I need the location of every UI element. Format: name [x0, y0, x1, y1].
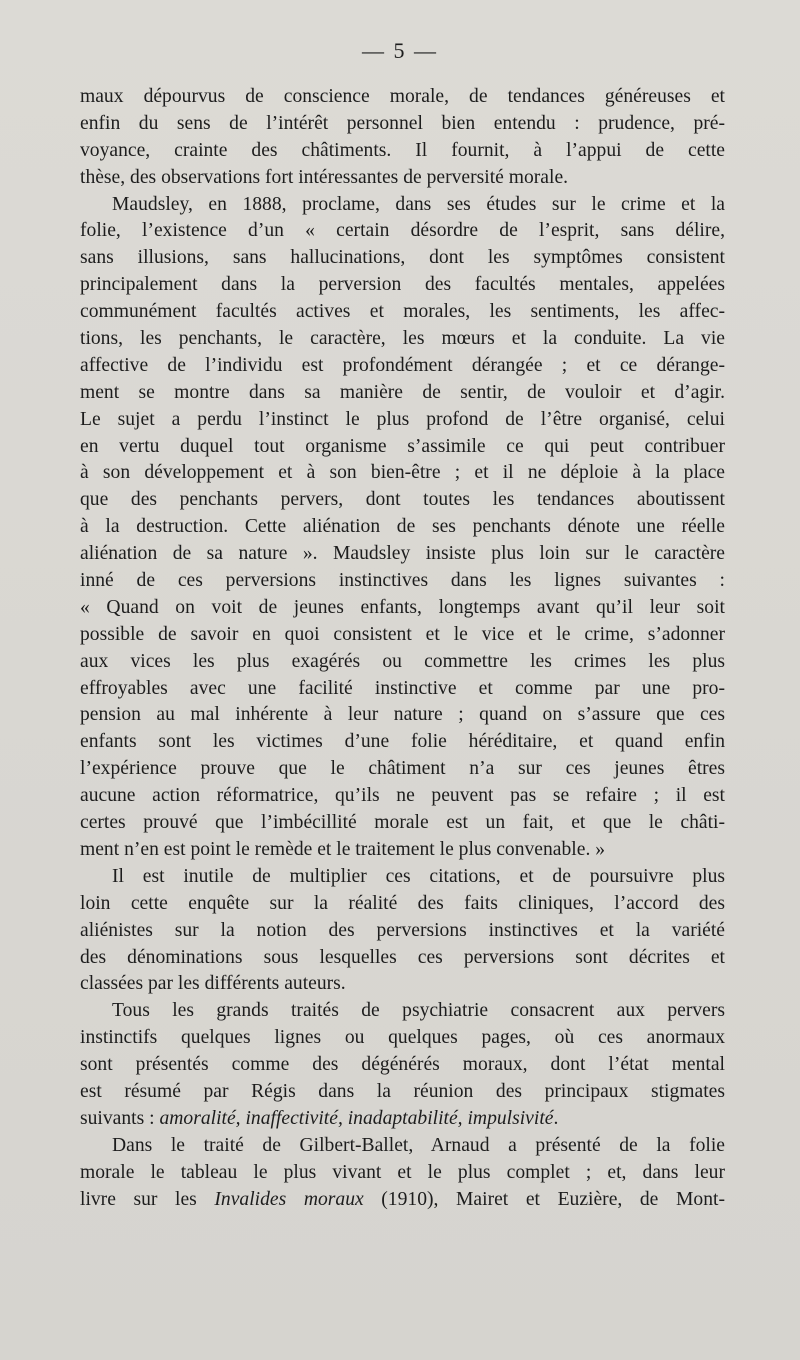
text-line: enfin du sens de l’intérêt personnel bien entendu : prudence, pré-	[80, 112, 725, 134]
page-number: — 5 —	[362, 38, 438, 63]
text-line: Dans le traité de Gilbert-Ballet, Arnaud a présenté de la folie	[112, 1134, 725, 1156]
text-line: enfants sont les victimes d’une folie héréditaire, et quand enfin	[80, 731, 725, 753]
text-line: maux dépourvus de conscience morale, de tendances généreuses et	[80, 86, 725, 107]
text-line: à la destruction. Cette aliénation de ses penchants dénote une réelle	[80, 516, 725, 538]
text-line: certes prouvé que l’imbécillité morale est un fait, et que le châti-	[80, 812, 725, 834]
italic-text: amoralité, inaffectivité, inadaptabilité, impulsivité	[159, 1107, 554, 1129]
text-line: folie, l’existence d’un « certain désordre de l’esprit, sans délire,	[80, 220, 725, 242]
italic-text: Invalides moraux	[214, 1188, 364, 1210]
text-line: en vertu duquel tout organisme s’assimile ce qui peut contribuer	[80, 435, 725, 457]
text-line: Maudsley, en 1888, proclame, dans ses études sur le crime et la	[112, 193, 725, 215]
text-line: inné de ces perversions instinctives dans les lignes suivantes :	[80, 570, 725, 592]
text-line: instinctifs quelques lignes ou quelques pages, où ces anormaux	[80, 1027, 725, 1049]
text-line: pension au mal inhérente à leur nature ; quand on s’assure que ces	[80, 704, 725, 726]
text-segment: livre sur les	[80, 1188, 215, 1210]
body-text	[80, 84, 725, 1213]
text-line: tions, les penchants, le caractère, les mœurs et la conduite. La vie	[80, 328, 725, 350]
text-line: aliénistes sur la notion des perversions instinctives et la variété	[80, 919, 725, 941]
text-line: principalement dans la perversion des facultés mentales, appelées	[80, 274, 725, 296]
text-line: classées par les différents auteurs.	[80, 973, 346, 995]
text-line	[80, 1106, 725, 1133]
text-line: l’expérience prouve que le châtiment n’a sur ces jeunes êtres	[80, 758, 725, 780]
text-line: des dénominations sous lesquelles ces perversions sont décrites et	[80, 946, 725, 968]
text-line: voyance, crainte des châtiments. Il fournit, à l’appui de cette	[80, 139, 725, 161]
text-line: affective de l’individu est profondément dérangée ; et ce dérange-	[80, 354, 725, 376]
text-line: loin cette enquête sur la réalité des faits cliniques, l’accord des	[80, 892, 725, 914]
text-segment: suivants :	[80, 1107, 160, 1129]
text-line: thèse, des observations fort intéressantes de perversité morale.	[80, 166, 569, 188]
text-line: sont présentés comme des dégénérés moraux, dont l’état mental	[80, 1054, 725, 1076]
text-segment: (1910), Mairet et Euzière, de Mont-	[363, 1188, 725, 1210]
text-segment: .	[553, 1107, 559, 1129]
text-line: possible de savoir en quoi consistent et le vice et le crime, s’adonner	[80, 623, 725, 645]
text-line	[80, 1187, 725, 1214]
text-line: est résumé par Régis dans la réunion des principaux stigmates	[80, 1080, 725, 1102]
text-line: aliénation de sa nature ». Maudsley insiste plus loin sur le caractère	[80, 543, 725, 565]
text-line: Il est inutile de multiplier ces citations, et de poursuivre plus	[112, 865, 725, 887]
text-line: effroyables avec une facilité instinctive et comme par une pro-	[80, 677, 725, 699]
text-line: ment n’en est point le remède et le traitement le plus convenable. »	[80, 838, 606, 860]
text-line: ment se montre dans sa manière de sentir, de vouloir et d’agir.	[80, 381, 725, 403]
text-line: à son développement et à son bien-être ; et il ne déploie à la place	[80, 462, 725, 484]
text-line: aux vices les plus exagérés ou commettre les crimes les plus	[80, 650, 725, 672]
text-line: « Quand on voit de jeunes enfants, longtemps avant qu’il leur soit	[80, 596, 725, 618]
text-line: aucune action réformatrice, qu’ils ne peuvent pas se refaire ; il est	[80, 785, 725, 807]
text-line: Tous les grands traités de psychiatrie consacrent aux pervers	[112, 1000, 725, 1022]
text-line: communément facultés actives et morales, les sentiments, les affec-	[80, 301, 725, 323]
text-line: Le sujet a perdu l’instinct le plus profond de l’être organisé, celui	[80, 408, 725, 430]
text-line: sans illusions, sans hallucinations, dont les symptômes consistent	[80, 247, 725, 269]
text-line: morale le tableau le plus vivant et le plus complet ; et, dans leur	[80, 1161, 725, 1183]
text-line: que des penchants pervers, dont toutes les tendances aboutissent	[80, 489, 725, 511]
